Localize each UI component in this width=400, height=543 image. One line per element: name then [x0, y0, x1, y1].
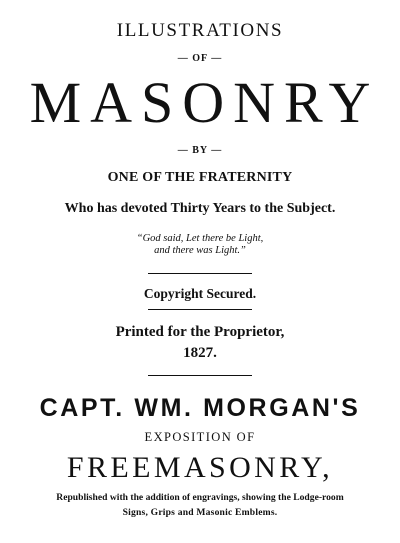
- main-title: MASONRY: [29, 70, 380, 135]
- author-line: ONE OF THE FRATERNITY: [107, 170, 293, 185]
- printer-line: Printed for the Proprietor,: [115, 324, 285, 340]
- subject-title: FREEMASONRY,: [66, 451, 334, 484]
- by-label: — BY —: [177, 145, 223, 156]
- republished-note-line-1: Republished with the addition of engravings, showing the Lodge-room: [56, 492, 344, 503]
- republished-note-line-2: Signs, Grips and Masonic Emblems.: [122, 507, 278, 518]
- divider-rule-1: [148, 273, 252, 274]
- heading-illustrations: ILLUSTRATIONS: [116, 20, 284, 41]
- epigraph-line-1: “God said, Let there be Light,: [136, 233, 264, 244]
- divider-rule-2: [148, 309, 252, 310]
- exposition-label: EXPOSITION OF: [144, 430, 256, 444]
- epigraph-line-2: and there was Light.”: [154, 245, 246, 256]
- divider-rule-3: [148, 375, 252, 376]
- subtitle-headline: CAPT. WM. MORGAN'S: [39, 394, 361, 422]
- copyright-notice: Copyright Secured.: [143, 286, 257, 301]
- author-description: Who has devoted Thirty Years to the Subject.: [64, 201, 336, 216]
- of-label: — OF —: [177, 53, 223, 64]
- publication-year: 1827.: [183, 345, 217, 361]
